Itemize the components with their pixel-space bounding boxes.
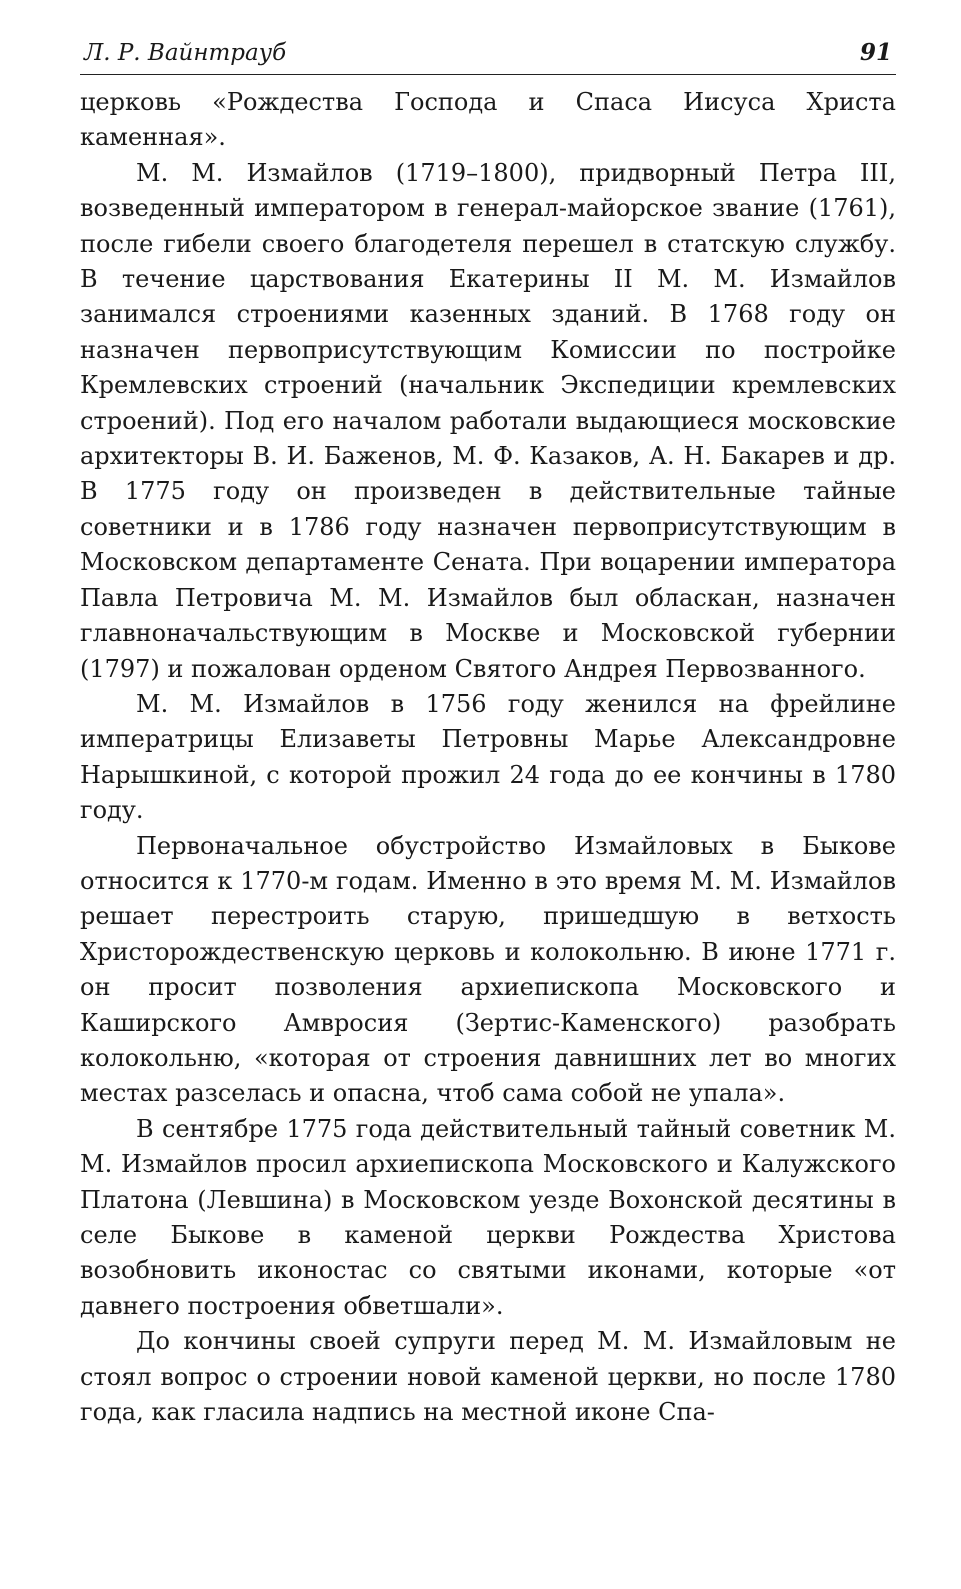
paragraph: М. М. Измайлов в 1756 году женился на фрейлине императрицы Елизаветы Петровны Марье Александровне Нарышкиной, с которой прожил 24 года до ее кончины в 1780 году. — [80, 689, 896, 825]
paragraph: церковь «Рождества Господа и Спаса Иисуса Христа каменная». — [80, 88, 896, 152]
paragraph: Первоначальное обустройство Измайловых в Быкове относится к 1770-м годам. Именно в это время М. М. Измайлов решает перестроить старую, пришедшую в ветхость Христорождественскую церковь и колокольню. В июне 1771 г. он просит позволения архиепископа Московского и Каширского Амвросия (Зертис-Каменского) разобрать колокольню, «которая от строения давнишних лет во многих местах разселась и опасна, чтоб сама собой не упала». — [80, 831, 896, 1108]
body-text — [80, 85, 896, 1430]
page-number: 91 — [859, 39, 892, 66]
paragraph: М. М. Измайлов (1719–1800), придворный Петра III, возведенный императором в генерал-майорское звание (1761), после гибели своего благодетеля перешел в статскую службу. В течение царствования Екатерины II М. М. Измайлов занимался строениями казенных зданий. В 1768 году он назначен первоприсутствующим Комиссии по постройке Кремлевских строений (начальник Экспедиции кремлевских строений). Под его началом работали выдающиеся московские архитекторы В. И. Баженов, М. Ф. Казаков, А. Н. Бакарев и др. В 1775 году он произведен в действительные тайные советники и в 1786 году назначен первоприсутствующим в Московском департаменте Сената. При воцарении императора Павла Петровича М. М. Измайлов был обласкан, назначен главноначальствующим в Москве и Московской губернии (1797) и пожалован орденом Святого Андрея Первозванного. — [80, 158, 896, 683]
running-header-author: Л. Р. Вайнтрауб — [84, 40, 287, 66]
running-header — [80, 38, 896, 75]
paragraph: До кончины своей супруги перед М. М. Измайловым не стоял вопрос о строении новой каменой церкви, но после 1780 года, как гласила надпись на местной иконе Спа- — [80, 1327, 896, 1427]
paragraph: В сентябре 1775 года действительный тайный советник М. М. Измайлов просил архиепископа Московского и Калужского Платона (Левшина) в Московском уезде Вохонской десятины в селе Быкове в каменой церкви Рождества Христова возобновить иконостас со святыми иконами, которые «от давнего построения обветшали». — [80, 1114, 896, 1320]
book-page — [80, 38, 896, 1430]
